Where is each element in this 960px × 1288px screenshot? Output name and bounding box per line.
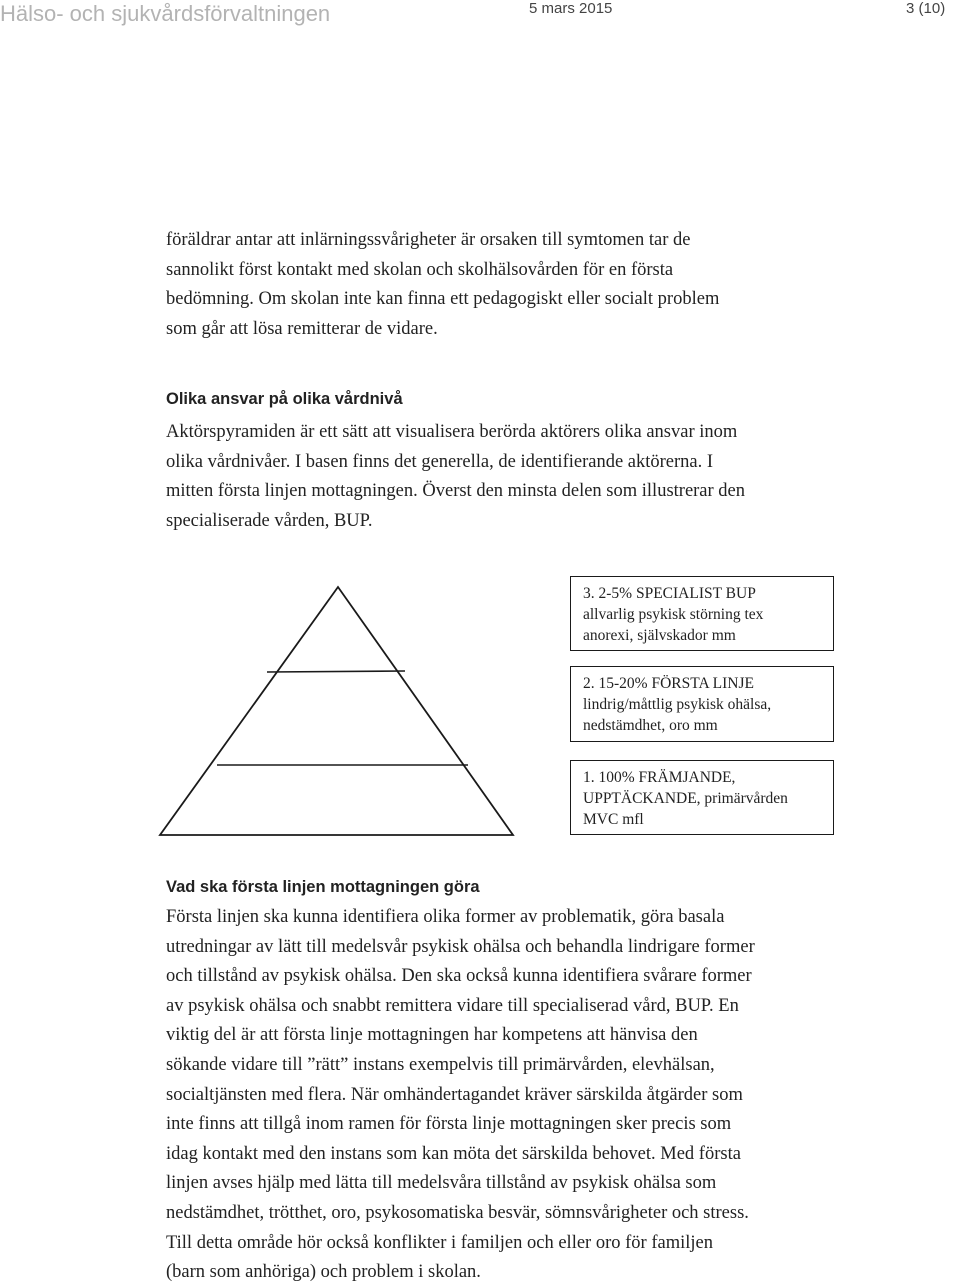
pyramid-level-2-line: lindrig/måttlig psykisk ohälsa,	[583, 696, 772, 713]
section2-line: idag kontakt med den instans som kan möta det särskilda behovet. Med första	[166, 1143, 741, 1164]
pyramid-level-3-box	[570, 576, 834, 651]
intro-line: sannolikt först kontakt med skolan och skolhälsovården för en första	[166, 259, 674, 280]
pyramid-level-3-line: anorexi, självskador mm	[583, 627, 736, 644]
pyramid-level-1-line: MVC mfl	[583, 811, 644, 828]
section2-line: nedstämdhet, trötthet, oro, psykosomatiska besvär, sömnsvårigheter och stress.	[166, 1202, 749, 1223]
section1-line: Aktörspyramiden är ett sätt att visualisera berörda aktörers olika ansvar inom	[166, 422, 738, 442]
section2-line: viktig del är att första linje mottagningen har kompetens att hänvisa den	[166, 1025, 698, 1046]
section2-line: av psykisk ohälsa och snabbt remittera vidare till specialiserad vård, BUP. En	[166, 995, 739, 1016]
section1-line: mitten första linjen mottagningen. Överst den minsta delen som illustrerar den	[166, 481, 746, 502]
header-date: 5 mars 2015	[529, 0, 613, 17]
intro-line: föräldrar antar att inlärningssvårigheter är orsaken till symtomen tar de	[166, 230, 691, 250]
pyramid-level-1-line: 1. 100% FRÄMJANDE,	[583, 769, 736, 786]
pyramid-level-1-box	[570, 760, 834, 835]
section2-line: utredningar av lätt till medelsvår psykisk ohälsa och behandla lindrigare former	[166, 936, 755, 957]
section2-paragraph	[166, 903, 856, 1288]
section2-line: Till detta område hör också konflikter i familjen och eller oro för familjen	[166, 1232, 713, 1253]
section-heading-forsta-linjen: Vad ska första linjen mottagningen göra	[166, 878, 480, 896]
intro-line: som går att lösa remitterar de vidare.	[166, 318, 438, 339]
section2-line: och tillstånd av psykisk ohälsa. Den ska också kunna identifiera svårare former	[166, 966, 752, 987]
header-page-number: 3 (10)	[906, 0, 946, 17]
section2-line: linjen avses hjälp med lätta till medelsvåra tillstånd av psykisk ohälsa som	[166, 1173, 717, 1194]
intro-line: bedömning. Om skolan inte kan finna ett pedagogiskt eller socialt problem	[166, 289, 720, 310]
section2-line: (barn som anhöriga) och problem i skolan.	[166, 1262, 481, 1283]
section2-line: inte finns att tillgå inom ramen för första linje mottagningen sker precis som	[166, 1114, 732, 1135]
pyramid-level-1-line: UPPTÄCKANDE, primärvården	[583, 790, 788, 807]
pyramid-level-2-line: 2. 15-20% FÖRSTA LINJE	[583, 675, 754, 692]
pyramid-divider-top	[267, 671, 405, 672]
header-organization: Hälso- och sjukvårdsförvaltningen	[0, 1, 331, 26]
section-heading-olika-ansvar: Olika ansvar på olika vårdnivå	[166, 390, 403, 408]
pyramid-level-3-line: allvarlig psykisk störning tex	[583, 606, 764, 623]
pyramid-level-2-box	[570, 666, 834, 742]
section2-line: sökande vidare till ”rätt” instans exempelvis till primärvården, elevhälsan,	[166, 1054, 715, 1075]
pyramid-level-2-line: nedstämdhet, oro mm	[583, 717, 718, 734]
section2-line: Första linjen ska kunna identifiera olika former av problematik, göra basala	[166, 907, 725, 927]
pyramid-outline	[160, 587, 513, 835]
section1-line: olika vårdnivåer. I basen finns det generella, de identifierande aktörerna. I	[166, 451, 714, 472]
pyramid-level-3-line: 3. 2-5% SPECIALIST BUP	[583, 585, 756, 602]
section1-line: specialiserade vården, BUP.	[166, 510, 373, 531]
section2-line: socialtjänsten med flera. När omhändertagandet kräver särskilda åtgärder som	[166, 1084, 743, 1105]
